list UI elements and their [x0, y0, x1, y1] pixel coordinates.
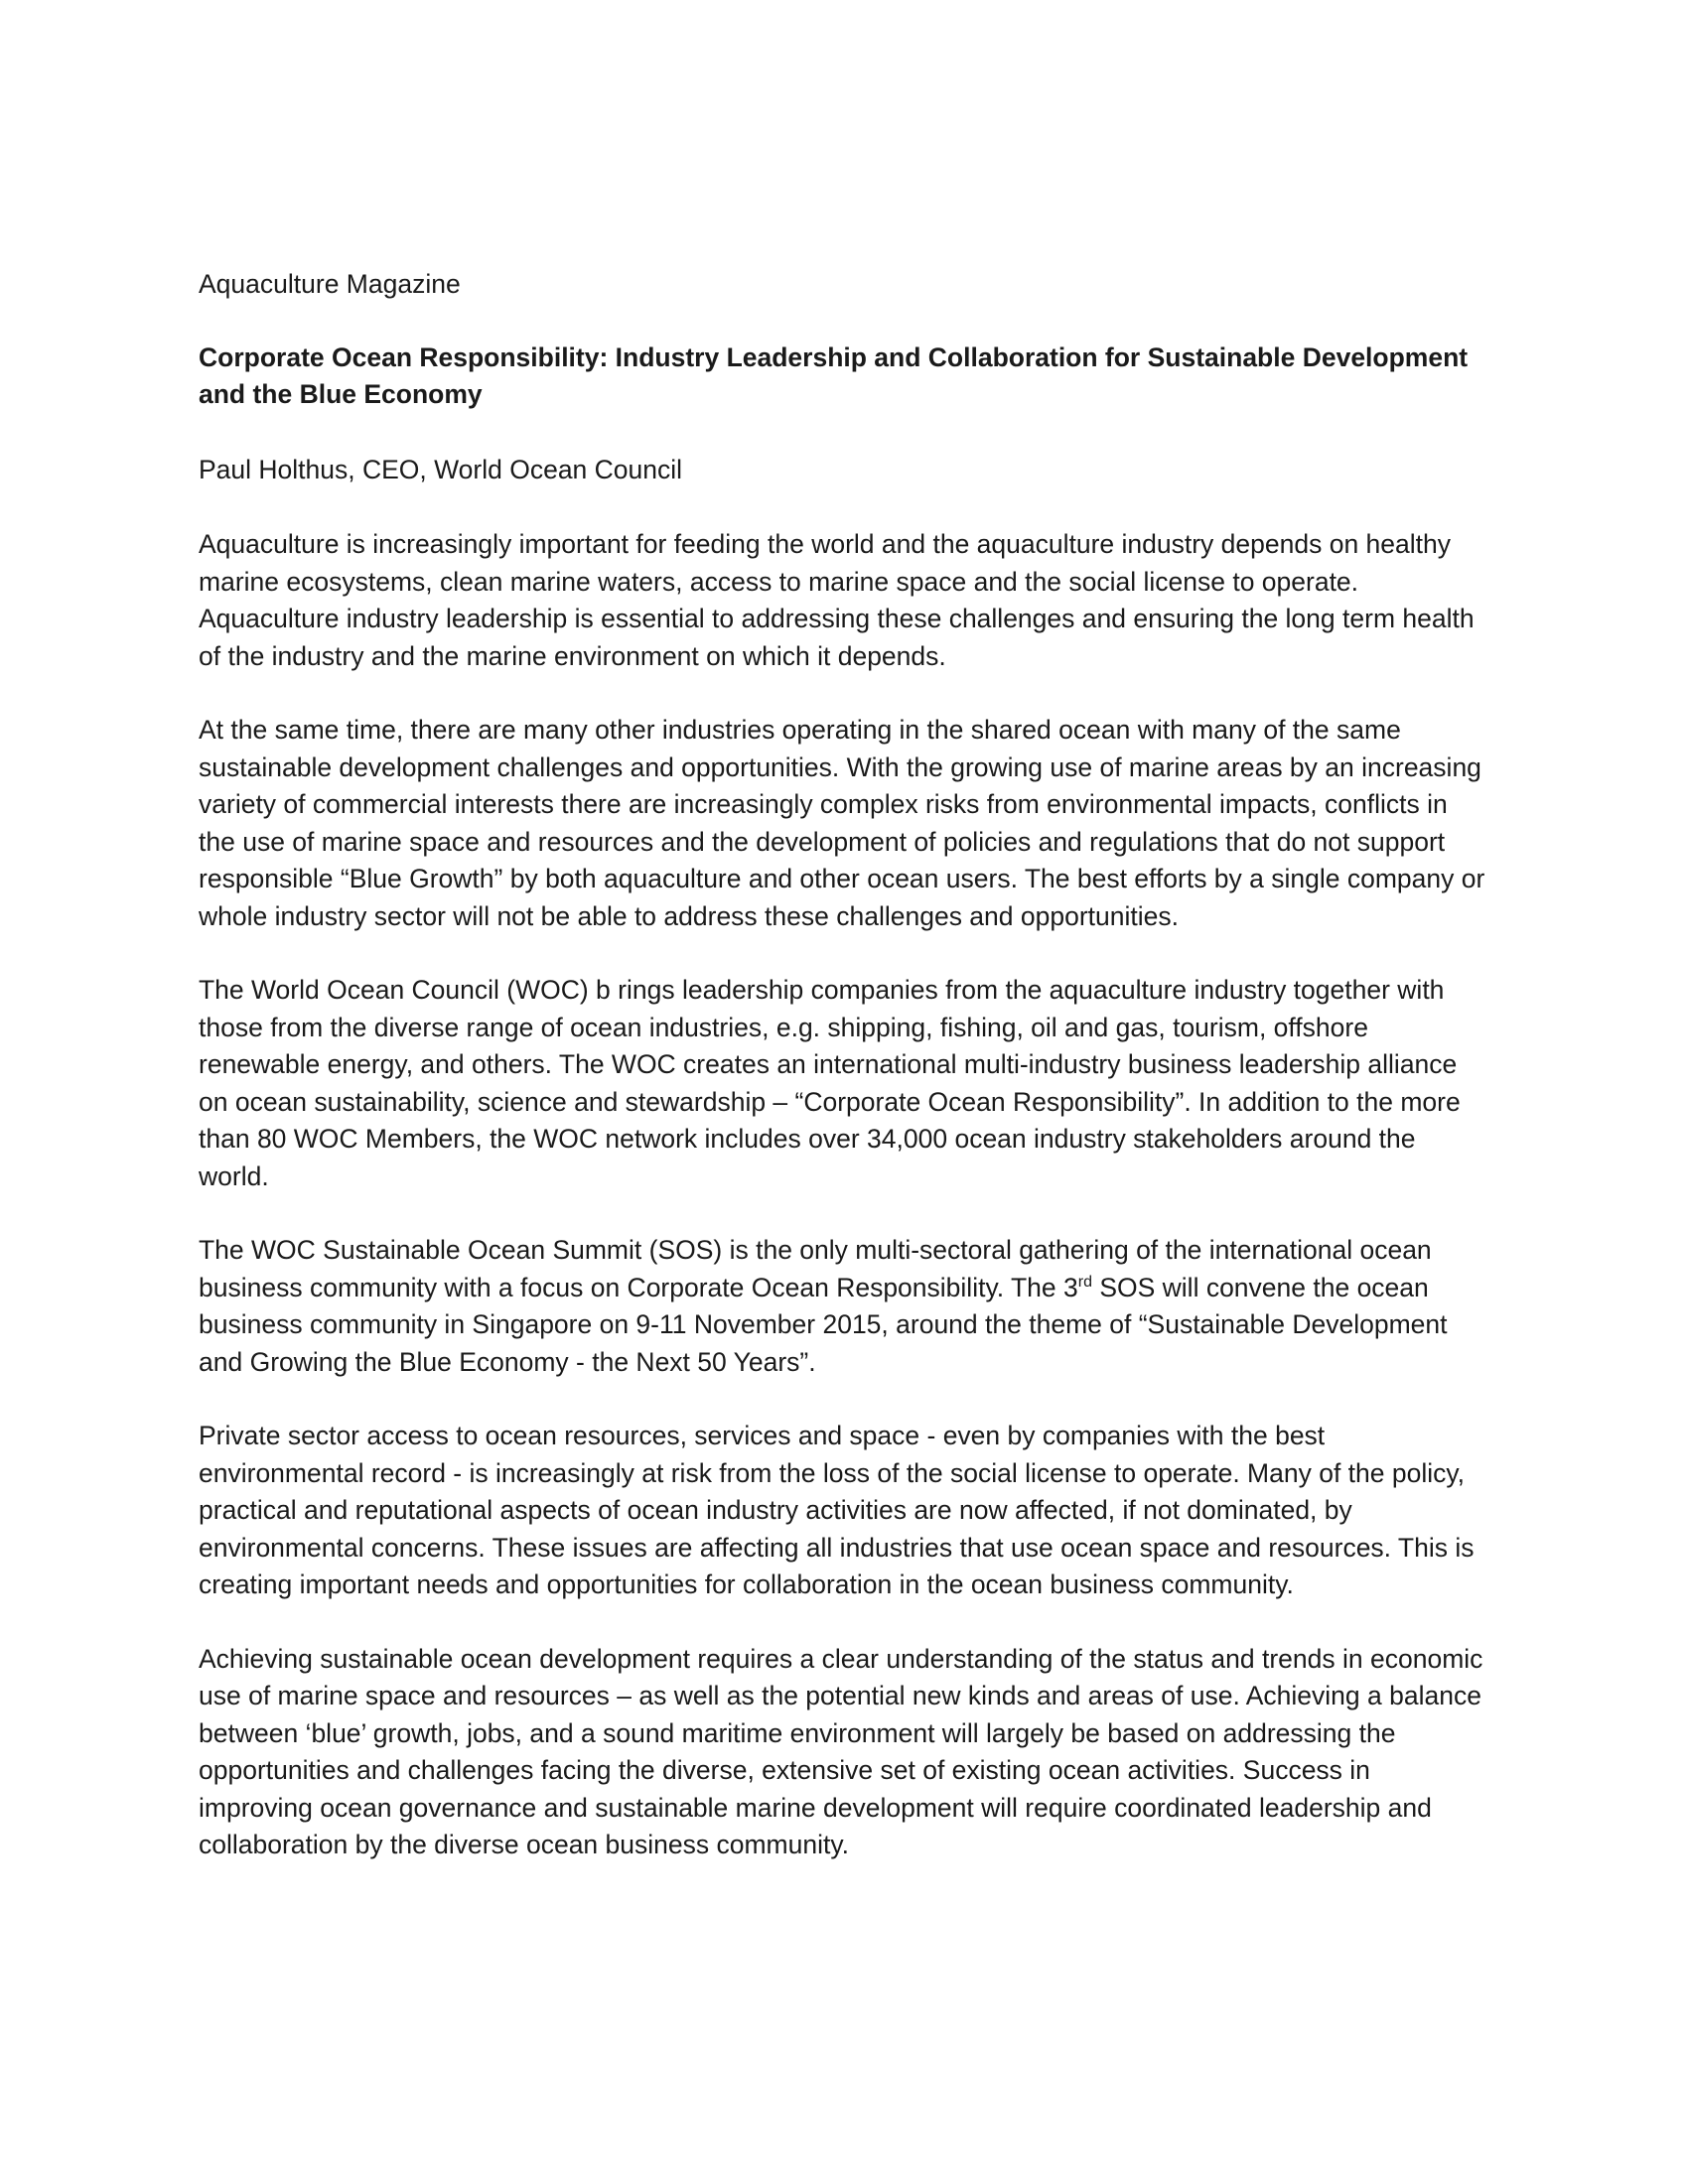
author-byline: Paul Holthus, CEO, World Ocean Council [199, 454, 683, 484]
article-title: Corporate Ocean Responsibility: Industry Leadership and Collaboration for Sustainable Development and the Blue Economy [199, 341, 1469, 409]
paragraph-sustainable-ocean-summit [199, 1232, 1489, 1381]
paragraph-social-license: Private sector access to ocean resources, services and space - even by companies with the best environmental record - is increasingly at risk from the loss of the social license to operate. Many of the policy, practical and reputational aspects of ocean industry activities are now affected, if not dominated, by environmental concerns. These issues are affecting all industries that use ocean space and resources. This is creating important needs and opportunities for collaboration in the ocean business community. [199, 1421, 1475, 1599]
sos-text-end: SOS will convene the ocean business community in Singapore on 9-11 November 2015, around the theme of “Sustainable Development and Growing the Blue Economy - the Next 50 Years”. [199, 1272, 1448, 1377]
paragraph-shared-ocean: At the same time, there are many other industries operating in the shared ocean with many of the same sustainable development challenges and opportunities. With the growing use of marine areas by an increasing variety of commercial interests there are increasingly complex risks from environmental impacts, conflicts in the use of marine space and resources and the development of policies and regulations that do not support responsible “Blue Growth” by both aquaculture and other ocean users. The best efforts by a single company or whole industry sector will not be able to address these challenges and opportunities. [199, 715, 1485, 931]
ordinal-superscript: rd [1077, 1273, 1092, 1291]
article-body [199, 266, 1489, 1901]
paragraph-aquaculture-importance: Aquaculture is increasingly important for feeding the world and the aquaculture industry depends on healthy marine ecosystems, clean marine waters, access to marine space and the social license to operate. Aquaculture industry leadership is essential to addressing these challenges and ensuring the long term health of the industry and the marine environment on which it depends. [199, 529, 1475, 671]
paragraph-sustainable-development: Achieving sustainable ocean development requires a clear understanding of the status and trends in economic use of marine space and resources – as well as the potential new kinds and areas of use. Achieving a balance between ‘blue’ growth, jobs, and a sound maritime environment will largely be based on addressing the opportunities and challenges facing the diverse, extensive set of existing ocean activities. Success in improving ocean governance and sustainable marine development will require coordinated leadership and collaboration by the diverse ocean business community. [199, 1643, 1483, 1859]
publication-name: Aquaculture Magazine [199, 269, 461, 299]
sos-text-start: The WOC Sustainable Ocean Summit (SOS) is the only multi-sectoral gathering of the international ocean business community with a focus on Corporate Ocean Responsibility. The 3 [199, 1235, 1432, 1302]
paragraph-world-ocean-council: The World Ocean Council (WOC) b rings leadership companies from the aquaculture industry together with those from the diverse range of ocean industries, e.g. shipping, fishing, oil and gas, tourism, offshore renewable energy, and others. The WOC creates an international multi-industry business leadership alliance on ocean sustainability, science and stewardship – “Corporate Ocean Responsibility”. In addition to the more than 80 WOC Members, the WOC network includes over 34,000 ocean industry stakeholders around the world. [199, 975, 1461, 1191]
